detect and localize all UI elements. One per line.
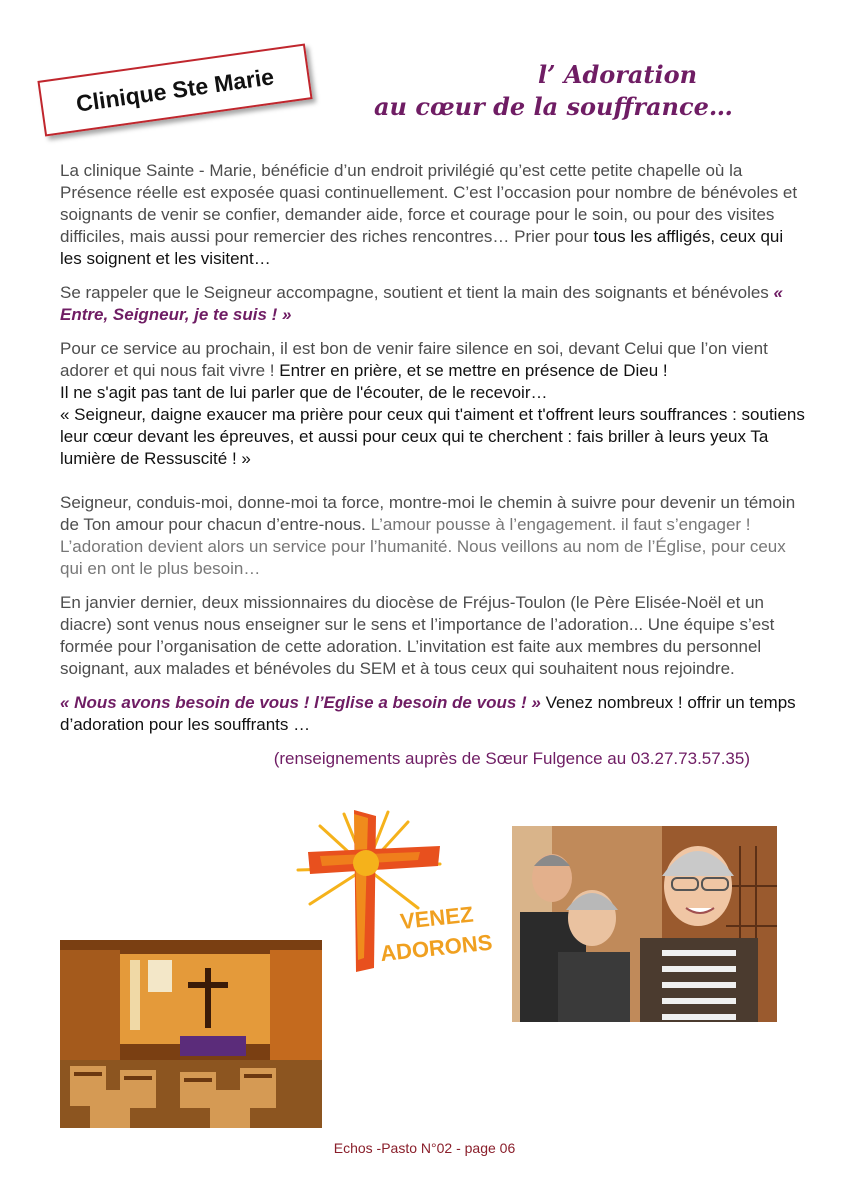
paragraph-5: En janvier dernier, deux missionnaires du diocèse de Fréjus-Toulon (le Père Elisée-Noël et un diacre) sont venus nous enseigner sur le sens et l’importance de l’adoration... Une équipe s’est formée pour l’organisation de cette adoration. L’invitation est faite aux membres du personnel soignant, aux malades et bénévoles du SEM et à tous ceux qui souhaitent nous rejoindre. xyxy=(60,593,775,678)
logo-text-venez: VENEZ xyxy=(398,901,475,935)
article-body xyxy=(60,160,805,770)
people-photo xyxy=(512,826,777,1022)
paragraph-3-text: Pour ce service au prochain, il est bon de venir faire silence en soi, devant Celui que l’on vient adorer et qui nous fait vivre ! xyxy=(60,339,768,380)
paragraph-3 xyxy=(60,338,805,470)
paragraph-1-text: La clinique Sainte - Marie, bénéficie d’un endroit privilégié qu’est cette petite chapelle où la Présence réelle est exposée quasi continuellement. C’est l’occasion pour nombre de bénévoles et soignants de venir se confier, demander aide, force et courage pour le soin, ou pour des visites difficiles, mais aussi pour remercier des riches rencontres… Prier pour xyxy=(60,161,798,246)
paragraph-3-prayer: Entrer en prière, et se mettre en présence de Dieu ! xyxy=(279,361,668,380)
paragraph-4-text: Seigneur, conduis-moi, donne-moi ta force, montre-moi le chemin à suivre pour devenir un témoin de Ton amour pour chacun d’entre-nous. xyxy=(60,493,796,534)
paragraph-4-light: L’amour pousse à l’engagement. il faut s’engager ! L’adoration devient alors un service pour l’humanité. Nous veillons au nom de l’Église, pour ceux qui en ont le plus besoin… xyxy=(60,515,786,578)
page-footer: Echos -Pasto N°02 - page 06 xyxy=(333,1140,516,1156)
contact-info: (renseignements auprès de Sœur Fulgence au 03.27.73.57.35) xyxy=(273,749,750,768)
paragraph-3-invocation: « Seigneur, daigne exaucer ma prière pour ceux qui t'aiment et t'offrent leurs souffrances : soutiens leur cœur devant les épreuves, et aussi pour ceux qui te cherchent : fais briller à leurs yeux Ta lumière de Ressuscité ! » xyxy=(60,405,805,468)
chapel-photo xyxy=(60,940,322,1128)
paragraph-2-text: Se rappeler que le Seigneur accompagne, soutient et tient la main des soignants et bénévoles xyxy=(60,283,774,302)
clinic-stamp: Clinique Ste Marie xyxy=(37,43,312,136)
paragraph-4 xyxy=(60,492,805,580)
paragraph-2-quote: « Entre, Seigneur, je te suis ! » xyxy=(60,283,783,324)
paragraph-2 xyxy=(60,282,805,326)
title-line-1: l’ Adoration xyxy=(538,60,698,89)
paragraph-6 xyxy=(60,692,805,736)
paragraph-1-end: tous les affligés, ceux qui les soignent et les visitent… xyxy=(60,227,784,268)
paragraph-6-text: Venez nombreux ! offrir un temps d’adoration pour les souffrants … xyxy=(60,693,796,734)
title-line-2: au cœur de la souffrance… xyxy=(374,92,733,121)
paragraph-6-quote: « Nous avons besoin de vous ! l’Eglise a besoin de vous ! » xyxy=(60,693,541,712)
paragraph-3-listen: Il ne s'agit pas tant de lui parler que de l'écouter, de le recevoir… xyxy=(60,383,548,402)
logo-text-adorons: ADORONS xyxy=(379,929,494,967)
paragraph-1 xyxy=(60,160,805,270)
